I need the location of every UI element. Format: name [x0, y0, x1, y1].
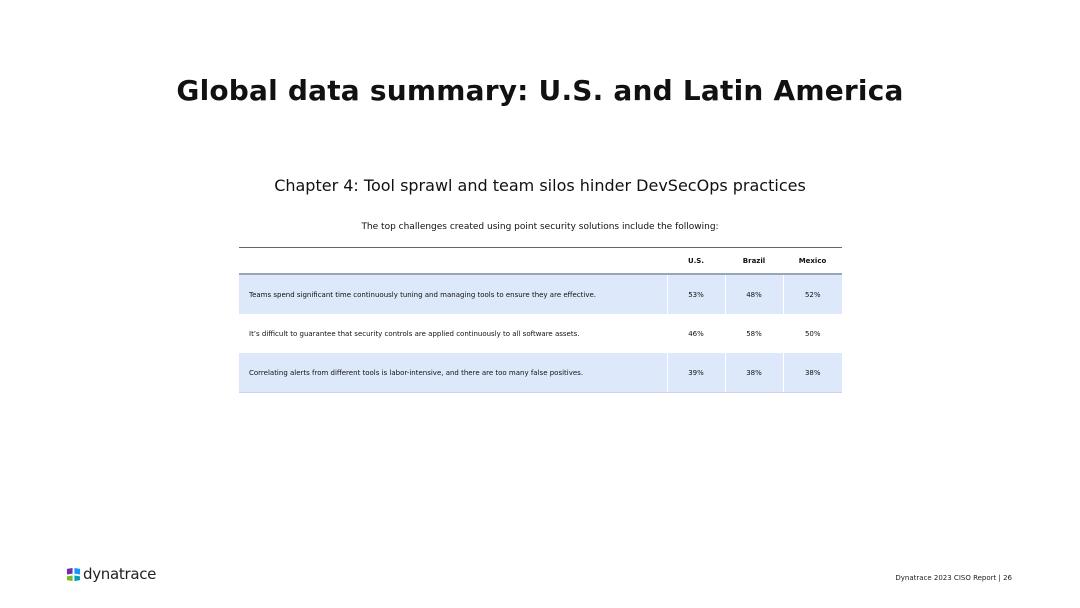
chapter-subtitle: Chapter 4: Tool sprawl and team silos hinder DevSecOps practices [274, 176, 806, 195]
row-value-brazil: 58% [725, 314, 783, 353]
row-value-us: 46% [667, 314, 725, 353]
row-value-mexico: 50% [783, 314, 842, 353]
header-brazil: Brazil [725, 248, 783, 275]
row-value-us: 53% [667, 274, 725, 314]
logo-text: dynatrace [83, 565, 157, 583]
row-value-us: 39% [667, 353, 725, 393]
row-value-mexico: 52% [783, 274, 842, 314]
dynatrace-logo [66, 564, 156, 584]
row-value-brazil: 38% [725, 353, 783, 393]
header-mexico: Mexico [783, 248, 842, 275]
footer-report-label: Dynatrace 2023 CISO Report | 26 [895, 574, 1012, 582]
dynatrace-logo-icon [66, 567, 81, 582]
row-statement: Teams spend significant time continuously tuning and managing tools to ensure they are effective. [239, 274, 667, 314]
header-statement [239, 248, 667, 275]
row-value-mexico: 38% [783, 353, 842, 393]
table-intro: The top challenges created using point security solutions include the following: [361, 222, 719, 232]
table-row [239, 353, 842, 393]
row-statement: Correlating alerts from different tools is labor-intensive, and there are too many false positives. [239, 353, 667, 393]
table-row [239, 274, 842, 314]
header-us: U.S. [667, 248, 725, 275]
row-statement: It’s difficult to guarantee that security controls are applied continuously to all software assets. [249, 329, 580, 338]
table-row [239, 314, 842, 353]
challenges-table [239, 247, 842, 393]
row-value-brazil: 48% [725, 274, 783, 314]
slide-title: Global data summary: U.S. and Latin America [176, 74, 904, 107]
table-header-row [239, 248, 842, 275]
